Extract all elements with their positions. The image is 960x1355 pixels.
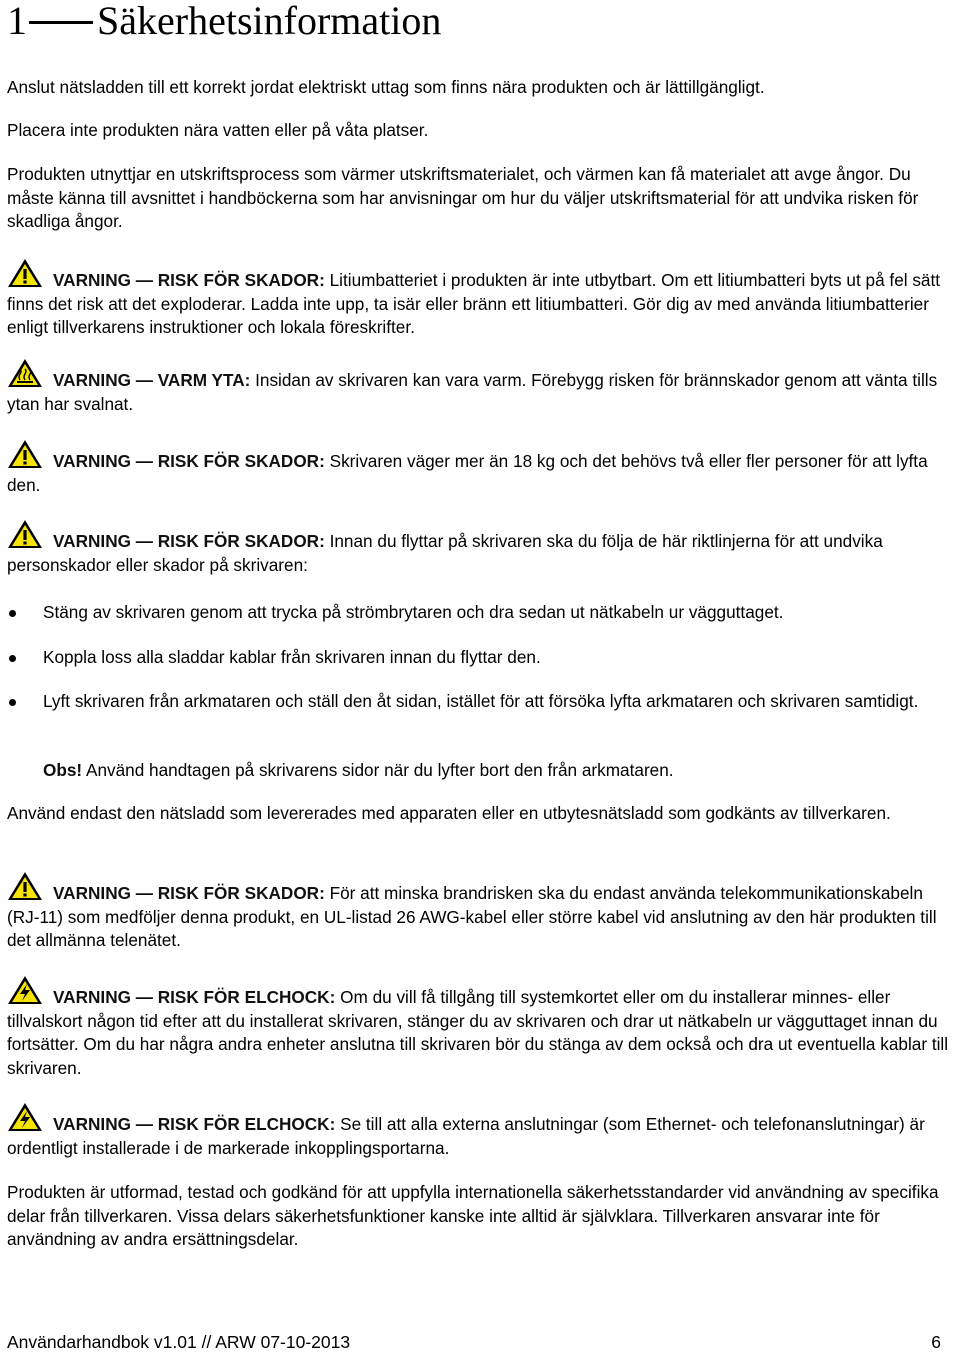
bullet-icon xyxy=(9,699,16,706)
warning-triangle-icon xyxy=(7,439,43,469)
warning-label: VARNING — RISK FÖR SKADOR: xyxy=(53,451,325,471)
warning-text: Skrivaren väger mer än 18 kg och det behövs två eller fler personer för att lyfta den. xyxy=(7,451,928,495)
paragraph-water: Placera inte produkten nära vatten eller på våta platser. xyxy=(7,120,429,140)
warning-shock-system-board xyxy=(7,975,957,1080)
note-label: Obs! xyxy=(43,760,83,780)
page-number: 6 xyxy=(931,1332,941,1352)
warning-moving xyxy=(7,519,957,577)
heading-dash xyxy=(29,21,93,24)
warning-label: VARNING — RISK FÖR SKADOR: xyxy=(53,883,325,903)
warning-text: Innan du flyttar på skrivaren ska du följa de här riktlinjerna för att undvika personskador eller skador på skrivaren: xyxy=(7,531,883,575)
list-item: Stäng av skrivaren genom att trycka på strömbrytaren och dra sedan ut nätkabeln ur vägguttaget. xyxy=(7,601,957,625)
section-heading xyxy=(7,0,441,44)
note xyxy=(43,759,957,783)
warning-heavy xyxy=(7,439,957,497)
paragraph-safety-standards: Produkten är utformad, testad och godkänd för att uppfylla internationella säkerhetsstandarder vid användning av specifika delar från tillverkaren. Vissa delars säkerhetsfunktioner kanske inte alltid är självklara. Tillverkaren ansvarar inte för användning av andra ersättningsdelar. xyxy=(7,1182,939,1249)
warning-triangle-icon xyxy=(7,519,43,549)
section-title: Säkerhetsinformation xyxy=(97,0,442,43)
warning-text: Se till att alla externa anslutningar (som Ethernet- och telefonanslutningar) är ordentligt installerade i de markerade inkopplingsportarna. xyxy=(7,1114,925,1158)
electric-shock-icon xyxy=(7,975,43,1005)
note-text: Använd handtagen på skrivarens sidor när du lyfter bort den från arkmataren. xyxy=(82,760,674,780)
warning-text: Om du vill få tillgång till systemkortet eller om du installerar minnes- eller tillvalskort någon tid efter att du installerat skrivaren, stänger du av skrivaren och drar ut nätkabeln ur vägguttaget innan du fortsätter. Om du har några andra enheter anslutna till skrivaren bör du stänga av dem också och dra ut eventuella kablar till skrivaren. xyxy=(7,987,949,1078)
section-number: 1 xyxy=(7,0,27,43)
paragraph-fumes: Produkten utnyttjar en utskriftsprocess som värmer utskriftsmaterialet, och värmen kan få materialet att avge ångor. Du måste känna till avsnittet i handböckerna som har anvisningar om hur du väljer utskriftsmaterial för att undvika risken för skadliga ångor. xyxy=(7,164,919,231)
warning-label: VARNING — VARM YTA: xyxy=(53,370,251,390)
bullet-icon xyxy=(9,655,16,662)
warning-hot-surface xyxy=(7,358,957,416)
list-item: Koppla loss alla sladdar kablar från skrivaren innan du flyttar den. xyxy=(7,646,957,670)
electric-shock-icon xyxy=(7,1102,43,1132)
warning-triangle-icon xyxy=(7,258,43,288)
page-footer xyxy=(7,1330,941,1354)
bullet-list xyxy=(7,601,957,714)
warning-label: VARNING — RISK FÖR ELCHOCK: xyxy=(53,987,336,1007)
warning-triangle-icon xyxy=(7,871,43,901)
warning-label: VARNING — RISK FÖR ELCHOCK: xyxy=(53,1114,336,1134)
warning-battery xyxy=(7,258,957,340)
list-item: Lyft skrivaren från arkmataren och ställ den åt sidan, istället för att försöka lyfta arkmataren och skrivaren samtidigt. xyxy=(7,690,957,714)
warning-text: Insidan av skrivaren kan vara varm. Förebygg risken för brännskador genom att vänta tills ytan har svalnat. xyxy=(7,370,938,414)
paragraph-grounded-outlet: Anslut nätsladden till ett korrekt jordat elektriskt uttag som finns nära produkten och är lättillgängligt. xyxy=(7,77,765,97)
bullet-icon xyxy=(9,610,16,617)
warning-label: VARNING — RISK FÖR SKADOR: xyxy=(53,531,325,551)
warning-shock-connections xyxy=(7,1102,957,1160)
footer-text: Användarhandbok v1.01 // ARW 07-10-2013 xyxy=(7,1332,351,1352)
warning-text: För att minska brandrisken ska du endast använda telekommunikationskabeln (RJ-11) som medföljer denna produkt, en UL-listad 26 AWG-kabel eller större kabel vid anslutning av den här produkten till det allmänna telenätet. xyxy=(7,883,937,950)
warning-fire xyxy=(7,871,957,953)
warning-text: Litiumbatteriet i produkten är inte utbytbart. Om ett litiumbatteri byts ut på fel sätt finns det risk att det exploderar. Ladda inte upp, ta isär eller bränn ett litiumbatteri. Gör dig av med använda litiumbatterier enligt tillverkarens instruktioner och lokala föreskrifter. xyxy=(7,270,941,337)
hot-surface-icon xyxy=(7,358,43,388)
paragraph-power-cord: Använd endast den nätsladd som levererades med apparaten eller en utbytesnätsladd som godkänts av tillverkaren. xyxy=(7,803,891,823)
warning-label: VARNING — RISK FÖR SKADOR: xyxy=(53,270,325,290)
